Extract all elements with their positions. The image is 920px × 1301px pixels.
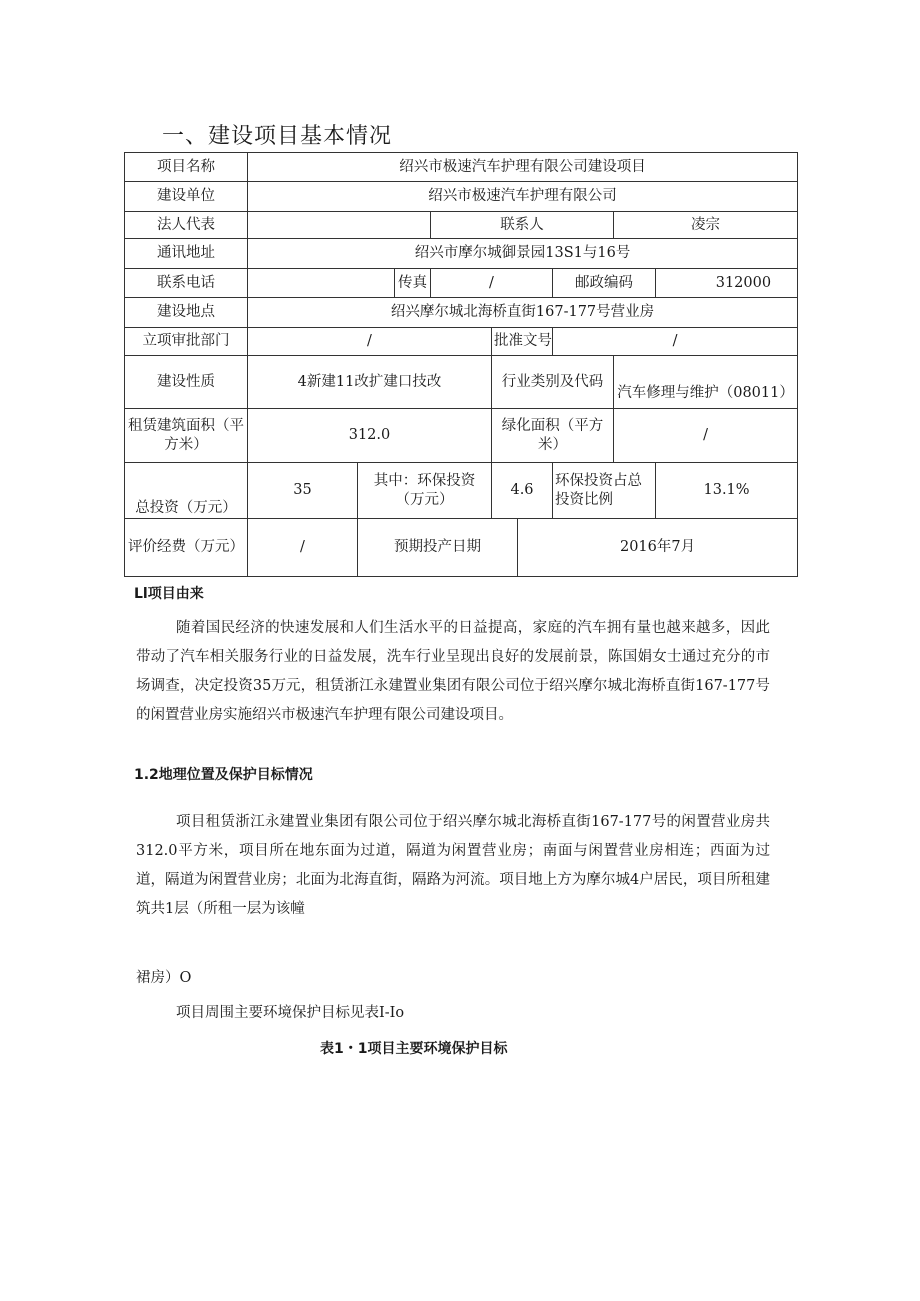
table-row — [125, 239, 798, 269]
value-approval-department: / — [248, 328, 492, 356]
table-row — [125, 409, 798, 463]
label-green-area: 绿化面积（平方米） — [492, 409, 614, 463]
table-row — [125, 182, 798, 212]
label-construction-site: 建设地点 — [125, 298, 248, 328]
table-row — [125, 519, 798, 577]
label-evaluation-cost: 评价经费（万元） — [125, 519, 248, 577]
value-industry-code: 汽车修理与维护（08011） — [614, 356, 798, 409]
table-row — [125, 269, 798, 298]
paragraph-location: 项目租赁浙江永建置业集团有限公司位于绍兴摩尔城北海桥直街167-177号的闲置营业房共312.0平方米，项目所在地东面为过道，隔道为闲置营业房；南面与闲置营业房相连；西面为过道，隔道为闲置营业房；北面为北海直街，隔路为河流。项目地上方为摩尔城4户居民，项目所租建筑共1层（所租一层为该幢 — [136, 814, 770, 917]
value-project-name: 绍兴市极速汽车护理有限公司建设项目 — [248, 153, 798, 182]
paragraph-location-continued: 裙房）O — [136, 970, 192, 986]
paragraph-project-origin: 随着国民经济的快速发展和人们生活水平的日益提高，家庭的汽车拥有量也越来越多，因此带动了汽车相关服务行业的日益发展，洗车行业呈现出良好的发展前景，陈国娟女士通过充分的市场调查，决定投资35万元，租赁浙江永建置业集团有限公司位于绍兴摩尔城北海桥直街167-177号的闲置营业房实施绍兴市极速汽车护理有限公司建设项目。 — [136, 620, 770, 723]
value-construction-site: 绍兴摩尔城北海桥直街167-177号营业房 — [248, 298, 798, 328]
section-heading-project-origin: Ll项目由来 — [134, 586, 204, 602]
label-project-name: 项目名称 — [125, 153, 248, 182]
label-mailing-address: 通讯地址 — [125, 239, 248, 269]
project-info-table — [124, 152, 798, 577]
value-legal-representative — [248, 212, 431, 239]
label-leased-area: 租赁建筑面积（平方米） — [125, 409, 248, 463]
table-row — [125, 356, 798, 409]
label-fax: 传真 — [395, 269, 431, 298]
label-postcode: 邮政编码 — [553, 269, 656, 298]
section-title: 一、建设项目基本情况 — [162, 124, 393, 149]
value-approval-number: / — [553, 328, 798, 356]
value-construction-unit: 绍兴市极速汽车护理有限公司 — [248, 182, 798, 212]
value-contact-person: 凌宗 — [614, 212, 798, 239]
label-total-investment: 总投资（万元） — [125, 463, 248, 519]
value-green-area: / — [614, 409, 798, 463]
label-construction-nature: 建设性质 — [125, 356, 248, 409]
table-row — [125, 298, 798, 328]
value-env-investment: 4.6 — [492, 463, 553, 519]
paragraph-protection-reference: 项目周围主要环境保护目标见表I-Io — [176, 1005, 405, 1021]
value-fax: / — [431, 269, 553, 298]
value-env-ratio: 13.1% — [656, 463, 798, 519]
label-construction-unit: 建设单位 — [125, 182, 248, 212]
label-approval-number: 批准文号 — [492, 328, 553, 356]
label-env-ratio: 环保投资占总投资比例 — [553, 463, 656, 519]
label-legal-representative: 法人代表 — [125, 212, 248, 239]
value-mailing-address: 绍兴市摩尔城御景园13S1与16号 — [248, 239, 798, 269]
table-row — [125, 328, 798, 356]
value-leased-area: 312.0 — [248, 409, 492, 463]
table-caption: 表1・1项目主要环境保护目标 — [320, 1041, 508, 1057]
value-phone — [248, 269, 395, 298]
value-postcode: 312000 — [656, 269, 798, 298]
label-production-date: 预期投产日期 — [358, 519, 518, 577]
label-industry-code: 行业类别及代码 — [492, 356, 614, 409]
table-row — [125, 212, 798, 239]
label-phone: 联系电话 — [125, 269, 248, 298]
value-total-investment: 35 — [248, 463, 358, 519]
table-row — [125, 153, 798, 182]
value-production-date: 2016年7月 — [518, 519, 798, 577]
section-heading-location: 1.2地理位置及保护目标情况 — [134, 767, 313, 783]
label-contact-person: 联系人 — [431, 212, 614, 239]
value-construction-nature: 4新建11改扩建口技改 — [248, 356, 492, 409]
label-env-investment: 其中：环保投资（万元） — [358, 463, 492, 519]
value-evaluation-cost: / — [248, 519, 358, 577]
table-row — [125, 463, 798, 519]
label-approval-department: 立项审批部门 — [125, 328, 248, 356]
